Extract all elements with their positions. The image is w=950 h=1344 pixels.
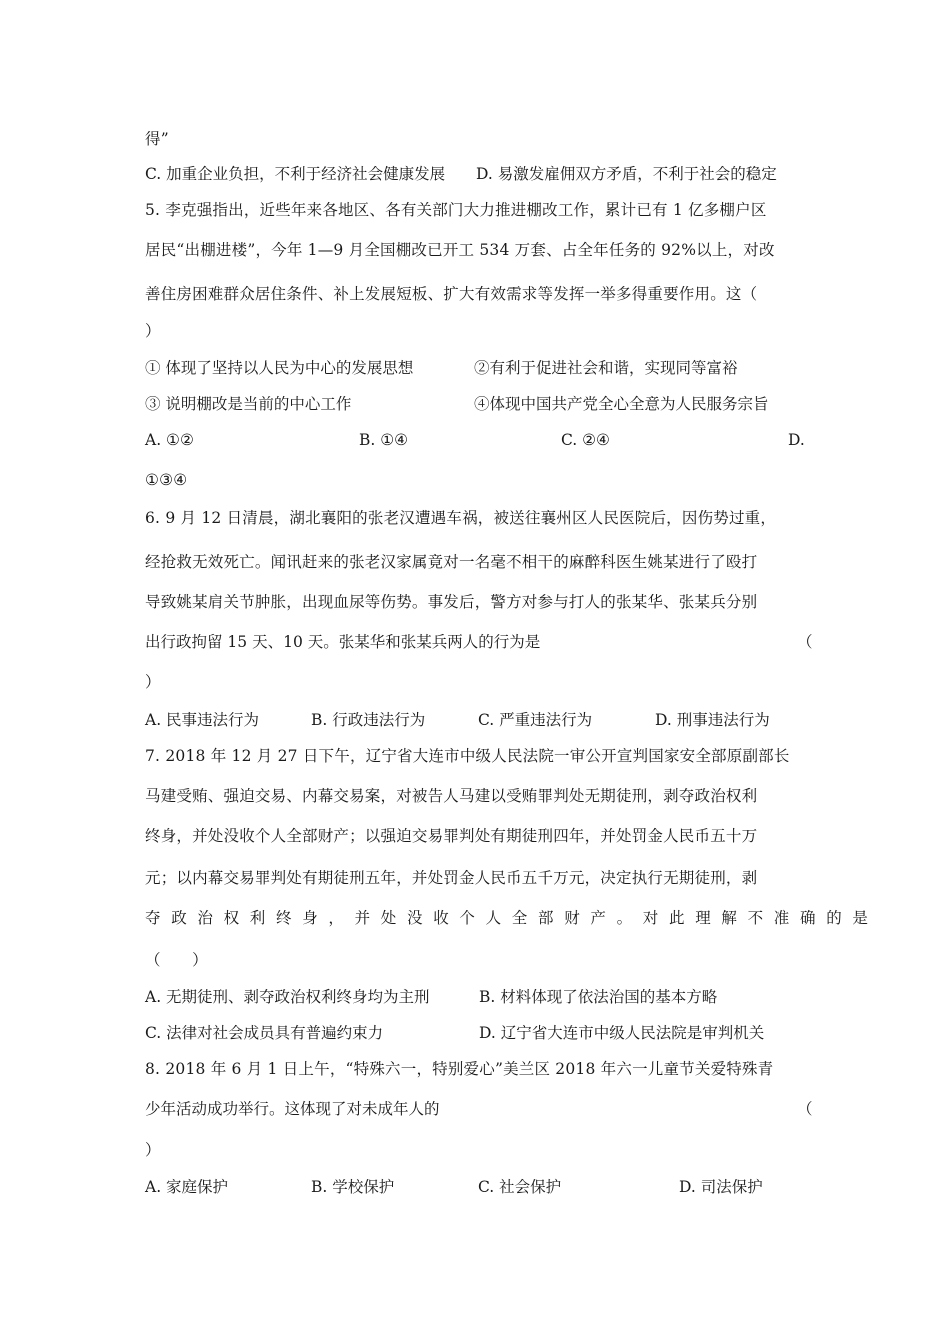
text-line: 终身，并处没收个人全部财产；以强迫交易罪判处有期徒刑四年，并处罚金人民币五十万 (145, 827, 758, 845)
question-8: 8. 2018 年 6 月 1 日上午，“特殊六一，特别爱心”美兰区 2018 年六一儿童节关爱特殊青 (145, 1060, 774, 1078)
option-c: C. 严重违法行为 (478, 711, 593, 729)
statement-2: ②有利于促进社会和谐，实现同等富裕 (474, 359, 738, 377)
text-line: 经抢救无效死亡。闻讯赶来的张老汉家属竟对一名毫不相干的麻醉科医生姚某进行了殴打 (145, 553, 758, 571)
option-d: D. (788, 431, 805, 449)
statement-1: ① 体现了坚持以人民为中心的发展思想 (145, 359, 414, 377)
option-c: C. 法律对社会成员具有普遍约束力 (145, 1024, 384, 1042)
text-line: 善住房困难群众居住条件、补上发展短板、扩大有效需求等发挥一举多得重要作用。这（ (145, 285, 758, 303)
option-b: B. 材料体现了依法治国的基本方略 (479, 988, 718, 1006)
question-6: 6. 9 月 12 日清晨，湖北襄阳的张老汉遭遇车祸，被送往襄州区人民医院后，因伤势过重， (145, 509, 777, 527)
option-c: C. ②④ (561, 431, 610, 449)
text-line-part: 少年活动成功举行。这体现了对未成年人的 (145, 1100, 440, 1118)
answer-paren: （ (797, 1100, 813, 1118)
question-7: 7. 2018 年 12 月 27 日下午，辽宁省大连市中级人民法院一审公开宣判国家安全部原副部长 (145, 747, 790, 765)
text-line: 马建受贿、强迫交易、内幕交易案，对被告人马建以受贿罪判处无期徒刑，剥夺政治权利 (145, 787, 758, 805)
option-d: D. 易激发雇佣双方矛盾，不利于社会的稳定 (476, 165, 777, 183)
option-b: B. 学校保护 (311, 1178, 395, 1196)
text-line: 夺政治权利终身，并处没收个人全部财产。对此理解不准确的是 (145, 909, 879, 927)
text-line: ①③④ (145, 471, 188, 489)
text-line: ） (145, 1141, 161, 1159)
option-d: D. 司法保护 (679, 1178, 763, 1196)
statement-4: ④体现中国共产党全心全意为人民服务宗旨 (474, 395, 769, 413)
statement-3: ③ 说明棚改是当前的中心工作 (145, 395, 352, 413)
option-b: B. 行政违法行为 (311, 711, 426, 729)
option-a: A. ①② (145, 431, 194, 449)
text-line: 导致姚某肩关节肿胀，出现血尿等伤势。事发后，警方对参与打人的张某华、张某兵分别 (145, 593, 758, 611)
text-line: 得” (145, 130, 169, 148)
text-line: （ ） (145, 951, 208, 969)
option-b: B. ①④ (359, 431, 409, 449)
text-line: ） (145, 673, 161, 691)
question-5: 5. 李克强指出，近些年来各地区、各有关部门大力推进棚改工作，累计已有 1 亿多棚户区 (145, 201, 767, 219)
option-a: A. 无期徒刑、剥夺政治权利终身均为主刑 (145, 988, 430, 1006)
option-a: A. 家庭保护 (145, 1178, 229, 1196)
option-c: C. 加重企业负担，不利于经济社会健康发展 (145, 165, 446, 183)
answer-paren: （ (797, 633, 813, 651)
text-line: 元；以内幕交易罪判处有期徒刑五年，并处罚金人民币五千万元，决定执行无期徒刑，剥 (145, 869, 758, 887)
text-line: 居民“出棚进楼”，今年 1—9 月全国棚改已开工 534 万套、占全年任务的 92%以上，对改 (145, 241, 775, 259)
option-a: A. 民事违法行为 (145, 711, 260, 729)
option-d: D. 刑事违法行为 (655, 711, 770, 729)
option-d: D. 辽宁省大连市中级人民法院是审判机关 (479, 1024, 765, 1042)
text-line: ） (145, 322, 161, 340)
option-c: C. 社会保护 (478, 1178, 562, 1196)
text-line-part: 出行政拘留 15 天、10 天。张某华和张某兵两人的行为是 (145, 633, 541, 651)
